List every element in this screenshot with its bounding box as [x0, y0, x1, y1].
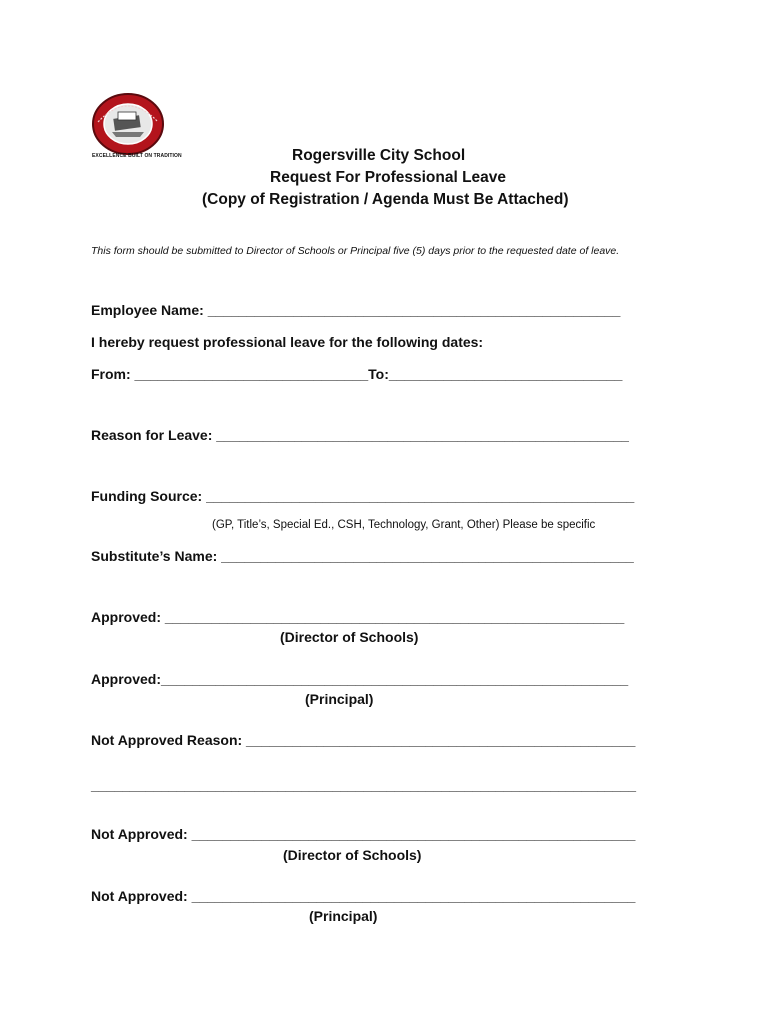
approved-director-field[interactable]: Approved: ___________________________________________________________ — [91, 609, 625, 625]
director-label: (Director of Schools) — [283, 847, 422, 863]
from-to-dates-field[interactable]: From: ______________________________To:______________________________ — [91, 366, 623, 382]
principal-label: (Principal) — [309, 908, 378, 924]
funding-source-hint: (GP, Title’s, Special Ed., CSH, Technology, Grant, Other) Please be specific — [212, 519, 596, 531]
substitute-name-field[interactable]: Substitute’s Name: _____________________________________________________ — [91, 548, 634, 564]
not-approved-reason-field[interactable]: Not Approved Reason: __________________________________________________ — [91, 732, 636, 748]
instructions: This form should be submitted to Director of Schools or Principal five (5) days prior to the requested date of leave. — [91, 245, 620, 257]
request-statement: I hereby request professional leave for the following dates: — [91, 334, 484, 350]
not-approved-director-field[interactable]: Not Approved: _________________________________________________________ — [91, 826, 636, 842]
reason-continuation-line[interactable]: ______________________________________________________________________ — [91, 777, 637, 793]
employee-name-field[interactable]: Employee Name: _____________________________________________________ — [91, 302, 621, 318]
attachment-note: (Copy of Registration / Agenda Must Be Attached) — [202, 191, 569, 208]
not-approved-principal-field[interactable]: Not Approved: _________________________________________________________ — [91, 888, 636, 904]
approved-principal-field[interactable]: Approved:____________________________________________________________ — [91, 671, 629, 687]
school-name: Rogersville City School — [292, 147, 466, 164]
funding-source-field[interactable]: Funding Source: _______________________________________________________ — [91, 488, 635, 504]
principal-label: (Principal) — [305, 691, 374, 707]
reason-for-leave-field[interactable]: Reason for Leave: _____________________________________________________ — [91, 427, 629, 443]
logo-motto: EXCELLENCE BUILT ON TRADITION — [92, 153, 182, 159]
form-title: Request For Professional Leave — [270, 169, 507, 186]
director-label: (Director of Schools) — [280, 629, 419, 645]
